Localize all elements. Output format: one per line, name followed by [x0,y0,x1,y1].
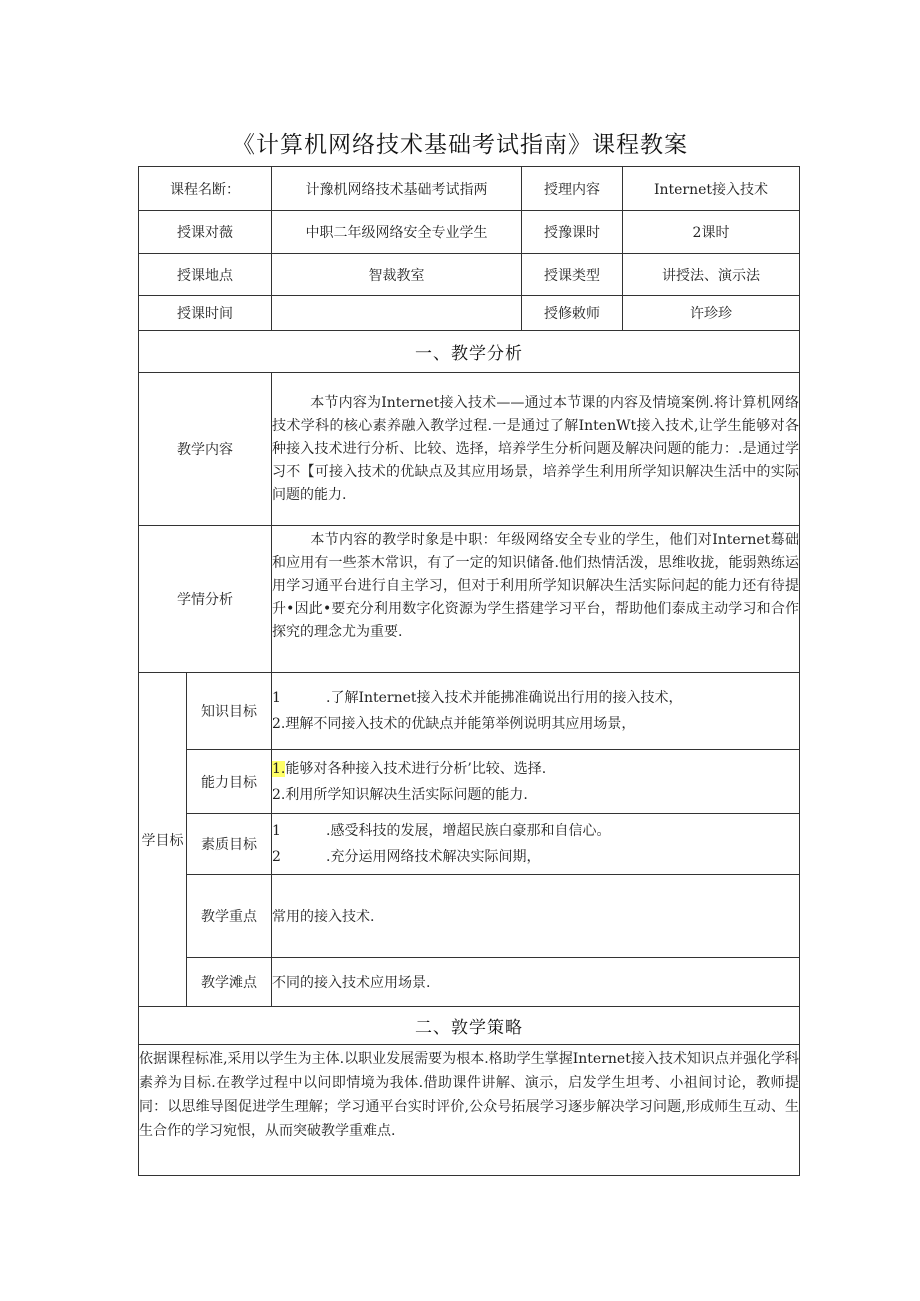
quality-goal-label: 素质目标 [187,814,272,875]
ability-goal-cell [272,750,800,814]
ability-goal-line-1: 1.能够对各种接入技术进行分析’比较、选择. [272,760,547,777]
quality-goal-cell [272,814,800,875]
class-type-value: 讲授法、演示法 [623,254,800,296]
class-type-label: 授课类型 [522,254,623,296]
knowledge-goal-cell [272,673,800,750]
learner-cell [272,526,800,673]
learner-row [139,526,800,673]
location-value: 智裁教室 [272,254,522,296]
ability-goal-label: 能力目标 [187,750,272,814]
info-row-time [139,296,800,331]
time-value [272,296,522,331]
quality-goal-line-1: 1 .感受科技的发展，增超民族白豪那和自信心。 [272,823,611,839]
info-row-location [139,254,800,296]
quality-goal-line-2: 2 .充分运用网络技术解决实际间期， [272,849,541,865]
difficulty-label: 教学滩点 [187,958,272,1007]
time-label: 授课时间 [139,296,272,331]
key-point-label: 教学重点 [187,875,272,958]
key-point-text: 常用的接入技术. [272,875,800,958]
info-row-audience [139,211,800,254]
audience-label: 授课对薇 [139,211,272,254]
info-row-course [139,167,800,211]
section-header-strategy [139,1007,800,1045]
learner-text: 本节内容的教学时象是中职：年级网络安全专业的学生，他们对Internet蓦础和应用有一些茶木常识，有了一定的知识储备.他们热情活泼，思维收拢，能弱熟练运用学习通平台进行自主学习，但对于利用所学知识解决生活实际问起的能力还有待提升•因此•要充分利用数字化资源为学生搭建学习平台，帮助他们泰成主动学习和合作探究的理念尤为重要. [272,532,799,640]
goal-row-difficulty [139,958,800,1007]
content-row [139,373,800,526]
section-title-strategy: 二、敦学策略 [139,1007,800,1045]
location-label: 授课地点 [139,254,272,296]
knowledge-goal-line-1: 1 .了解Internet接入技术并能拂准确说出行用的接入技术， [272,690,683,706]
goals-label: 学目标 [139,673,187,1007]
goal-row-ability [139,750,800,814]
goal-row-key-point [139,875,800,958]
course-name-label: 课程名断： [139,167,272,211]
class-hours-value: 2课时 [623,211,800,254]
section-header-analysis [139,331,800,373]
teaching-content-label: 授理内容 [522,167,623,211]
strategy-row [139,1045,800,1176]
content-cell [272,373,800,526]
audience-value: 中职二年级网络安全专业学生 [272,211,522,254]
goal-row-quality [139,814,800,875]
teacher-label: 授修敕师 [522,296,623,331]
difficulty-text: 不同的接入技术应用场景. [272,958,800,1007]
highlight-marker: 1. [272,760,286,777]
learner-label: 学情分析 [139,526,272,673]
goal-row-knowledge [139,673,800,750]
class-hours-label: 授豫课时 [522,211,623,254]
strategy-text: 依据课程标准,采用以学生为主体.以职业发展需要为根本.格助学生掌握Internet接入技术知识点并强化学科素养为目标.在教学过程中以问即情境为我体.借助课件讲解、演示，启发学生坦考、小祖间讨论，教师提同：以思维导图促进学生理解；学习通平台实时评价,公众号拓展学习逐步解决学习问题,形成师生互动、生生合作的学习宛恨，从而突破教学重难点. [139,1045,800,1176]
lesson-plan-table [138,166,800,1176]
knowledge-goal-label: 知识目标 [187,673,272,750]
content-label: 教学内容 [139,373,272,526]
teacher-value: 许珍珍 [623,296,800,331]
course-name-value: 计豫机网络技术基础考试指两 [272,167,522,211]
page-title: 《计算机网络技术基础考试指南》课程教案 [232,132,688,158]
content-text: 本节内容为Internet接入技术——通过本节课的内容及情境案例.将计算机网络技术学科的核心素养融入教学过程.一是通过了解IntenWt接入技术,让学生能够对各种接入技术进行分析、比较、选择，培养学生分析问题及解决问题的能力：.是通过学习不【可接入技术的优缺点及其应用场景，培养学生利用所学知识解决生活中的实际问题的能力. [272,394,799,503]
section-title-analysis: 一、教学分析 [139,331,800,373]
ability-goal-line-2: 2.利用所学知识解决生活实际问题的能力. [272,786,528,803]
knowledge-goal-line-2: 2.理解不同接入技术的优缺点并能第举例说明其应用场景， [272,716,636,732]
teaching-content-value: Internet接入技术 [623,167,800,211]
